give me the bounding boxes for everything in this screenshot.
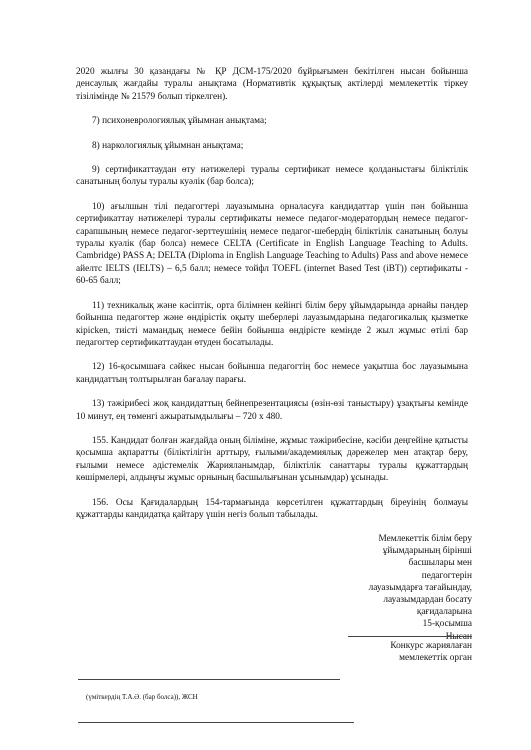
paragraph-health-certificate: 2020 жылғы 30 қазандағы № ҚР ДСМ-175/2020 бұйрығымен бекітілген нысан бойынша денсаулық жағдайы туралы анықтама (Нормативтік құқықтық актілерді мемлекеттік тіркеу тізілімінде № 21579 болып тіркелген). [76,67,468,102]
bottom-blank-line [78,722,354,723]
paragraph-clause-156: 156. Осы Қағидалардың 154-тармағында көрсетілген құжаттардың біреуінің болмауы құжаттарды кандидатқа қайтару үшін негіз болып табылады. [76,497,468,520]
appendix-header-line: ұйымдарының бірінші [382,546,472,557]
appendix-header-line: қағидаларына [416,607,472,618]
org-signature-line [348,636,472,637]
paragraph-item-9: 9) сертификаттаудан өту нәтижелері туралы сертификат немесе қолданыстағы біліктілік санатының болуы туралы куәлік (бар болса); [76,165,468,188]
form-label: Нысан [445,631,472,642]
appendix-header-line: Мемлекеттік білім беру [378,534,472,544]
appendix-header-line: лауазымдарға тағайындау, [368,582,472,593]
appendix-header-line: басшылары мен педагогтерін [408,558,472,581]
paragraph-item-10: 10) ағылшын тілі педагогтері лауазымына орналасуға кандидаттар үшін пән бойынша сертификаттау нәтижелері туралы сертификаты немесе педагог-модератордың немесе педагог-сарапшының немесе педагог-зерттеушінің немесе педагог-шебердің біліктілік санатының болуы туралы куәлік (бар болса) немесе CELTA (Certificate in English Language Teaching to Adults. Cambridge) PASS A; DELTA (Diploma in English Language Teaching to Adults) Pass and above немесе айелтс IELTS (IELTS) – 6,5 балл; немесе тойфл TOEFL (internet Based Test (iBT)) сертификаты - 60-65 балл; [76,201,468,287]
org-label-line: Конкурс жариялаған [390,641,472,651]
paragraph-item-11: 11) техникалық және кәсіптік, орта білімнен кейінгі білім беру ұйымдарында арнайы пәндер бойынша педагогтер және өндірістік оқыту шеберлері лауазымдарына педагогикалық қызметке кірісken, тиісті мамандық немесе бейін бойынша өндірісте кемінде 2 жыл жұмыс өтілі бар педагогтер сертификаттаудан өтуден босатылады. [76,300,468,348]
paragraph-clause-155: 155. Кандидат болған жағдайда оның біліміне, жұмыс тәжірибесіне, кәсіби деңгейіне қатысты қосымша ақпаратты (біліктілігін арттыру, ғылыми/академиялық дәрежелер мен атақтар беру, ғылыми немесе әдістемелік Жарияланымдар, біліктілік санаттары туралы құжаттардың көшірмелері, алдыңғы жұмыс орнының басшылығынан ұсынымдар) ұсынады. [76,435,468,484]
document-body [76,66,468,521]
paragraph-item-12: 12) 16-қосымшаға сәйкес нысан бойынша педагогтің бос немесе уақытша бос лауазымына кандидаттың толтырылған бағалау парағы. [76,362,468,385]
appendix-header [360,533,472,643]
applicant-name-line [78,679,340,680]
paragraph-item-8: 8) наркологиялық ұйымнан анықтама; [92,140,244,151]
org-label-line: мемлекеттік орган [399,653,472,664]
paragraph-item-7: 7) психоневрологиялық ұйымнан анықтама; [92,116,267,127]
appendix-header-line: лауазымдардан босату [383,595,472,606]
applicant-caption: (үміткердің Т.А.Ә. (бар болса)), ЖСН [86,693,198,701]
paragraph-item-13: 13) тәжірибесі жоқ кандидаттың бейнепрезентациясы (өзін-өзі таныстыру) ұзақтығы кемінде 10 минут, ең төменгі ажыратымдылығы – 720 x 480. [76,399,468,422]
org-label [360,640,472,664]
appendix-number: 15-қосымша [422,619,472,630]
